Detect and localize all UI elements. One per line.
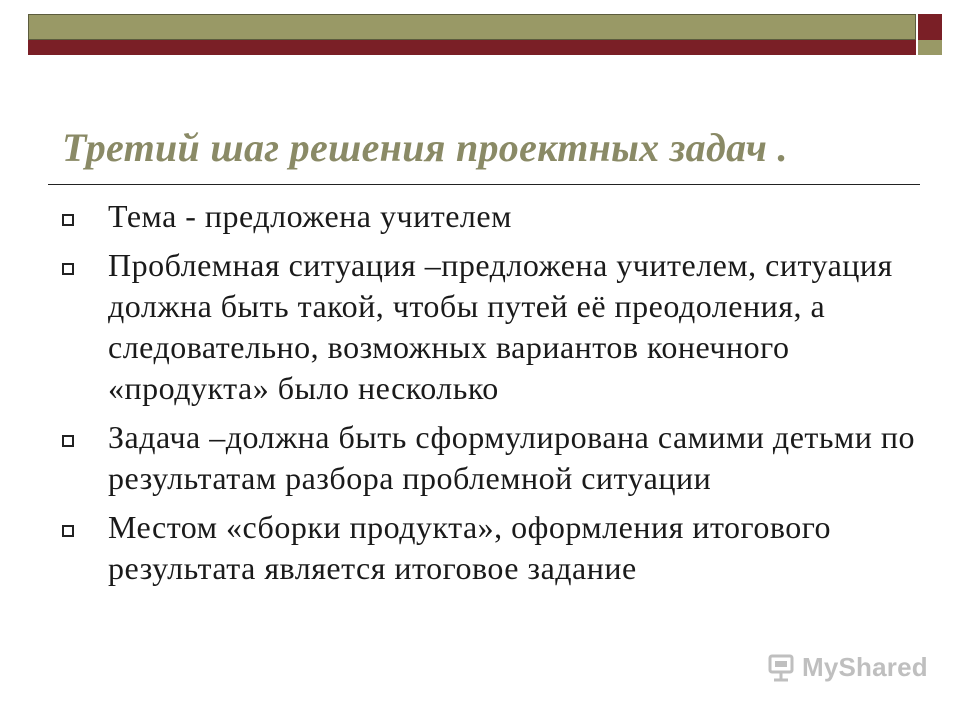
header-corner-square-bottom <box>916 40 942 55</box>
title-divider <box>48 184 920 185</box>
header-olive-stripe <box>28 14 916 40</box>
hollow-square-bullet-icon <box>62 263 74 275</box>
bullet-item <box>60 196 920 237</box>
watermark-text: MyShared <box>802 652 928 682</box>
presentation-icon <box>766 653 796 683</box>
bullet-text: Тема - предложена учителем <box>108 198 512 234</box>
hollow-square-bullet-icon <box>62 214 74 226</box>
header-corner-square-top <box>916 14 942 40</box>
bullet-text: Задача –должна быть сформулирована самими детьми по результатам разбора проблемной ситуации <box>108 419 915 496</box>
bullet-item <box>60 245 920 409</box>
myshared-watermark <box>766 652 928 683</box>
hollow-square-bullet-icon <box>62 525 74 537</box>
bullet-item <box>60 507 920 589</box>
bullet-text: Проблемная ситуация –предложена учителем, ситуация должна быть такой, чтобы путей её преодоления, а следовательно, возможных вариантов конечного «продукта» было несколько <box>108 247 893 406</box>
header-decoration-bar <box>28 14 944 56</box>
bullet-text: Местом «сборки продукта», оформления итогового результата является итоговое задание <box>108 509 832 586</box>
bullet-list <box>60 196 920 597</box>
header-maroon-stripe <box>28 40 916 55</box>
hollow-square-bullet-icon <box>62 435 74 447</box>
slide-title: Третий шаг решения проектных задач . <box>62 125 788 170</box>
bullet-item <box>60 417 920 499</box>
